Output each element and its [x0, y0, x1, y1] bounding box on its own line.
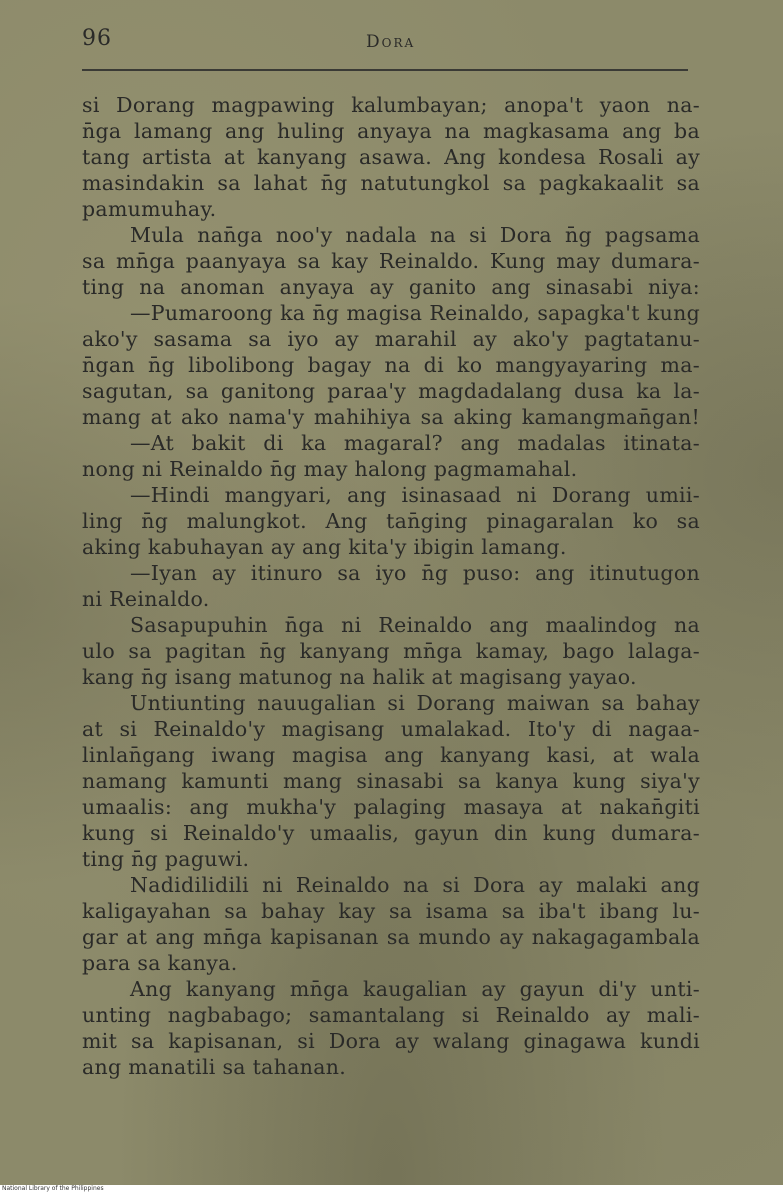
text-line: —At bakit di ka magaral? ang madalas itinata-: [130, 431, 700, 455]
text-line: Ang kanyang mn̄ga kaugalian ay gayun di'y unti-: [130, 977, 700, 1001]
text-line: ako'y sasama sa iyo ay marahil ay ako'y pagtatanu-: [82, 327, 700, 351]
text-line: Untiunting nauugalian si Dorang maiwan sa bahay: [130, 691, 700, 715]
page-header: [82, 26, 688, 68]
text-line: sagutan, sa ganitong paraa'y magdadalang dusa ka la-: [82, 379, 700, 403]
text-line: kaligayahan sa bahay kay sa isama sa iba't ibang lu-: [82, 899, 700, 923]
text-line: n̄ga lamang ang huling anyaya na magkasama ang ba: [82, 119, 700, 143]
text-line: at si Reinaldo'y magisang umalakad. Ito'y di nagaa-: [82, 717, 700, 741]
text-line: Mula nan̄ga noo'y nadala na si Dora n̄g pagsama: [130, 223, 700, 247]
text-line: Sasapupuhin n̄ga ni Reinaldo ang maalindog na: [130, 613, 700, 637]
text-line: umaalis: ang mukha'y palaging masaya at nakan̄giti: [82, 795, 700, 819]
text-line: sa mn̄ga paanyaya sa kay Reinaldo. Kung may dumara-: [82, 249, 700, 273]
text-line: Nadidilidili ni Reinaldo na si Dora ay malaki ang: [130, 873, 700, 897]
text-line: ulo sa pagitan n̄g kanyang mn̄ga kamay, bago lalaga-: [82, 639, 700, 663]
text-line: —Hindi mangyari, ang isinasaad ni Dorang umii-: [130, 483, 700, 507]
body-text: [82, 92, 700, 1080]
text-line: ni Reinaldo.: [82, 587, 210, 611]
text-line: masindakin sa lahat n̄g natutungkol sa pagkakaalit sa: [82, 171, 700, 195]
text-line: linlan̄gang iwang magisa ang kanyang kasi, at wala: [82, 743, 700, 767]
text-line: para sa kanya.: [82, 951, 238, 975]
text-line: ling n̄g malungkot. Ang tan̄ging pinagaralan ko sa: [82, 509, 700, 533]
text-line: n̄gan n̄g libolibong bagay na di ko mangyayaring ma-: [82, 353, 700, 377]
text-line: nong ni Reinaldo n̄g may halong pagmamahal.: [82, 457, 578, 481]
text-line: pamumuhay.: [82, 197, 217, 221]
text-line: gar at ang mn̄ga kapisanan sa mundo ay nakagagambala: [82, 925, 700, 949]
text-line: kang n̄g isang matunog na halik at magisang yayao.: [82, 665, 637, 689]
text-line: tang artista at kanyang asawa. Ang kondesa Rosali ay: [82, 145, 700, 169]
page-number: 96: [82, 26, 112, 51]
text-line: ang manatili sa tahanan.: [82, 1055, 347, 1079]
text-line: aking kabuhayan ay ang kita'y ibigin lamang.: [82, 535, 567, 559]
text-line: kung si Reinaldo'y umaalis, gayun din kung dumara-: [82, 821, 700, 845]
text-line: mang at ako nama'y mahihiya sa aking kamangman̄gan!: [82, 405, 700, 429]
running-head: Dora: [366, 32, 416, 52]
library-credit: National Library of the Philippines: [2, 1185, 104, 1192]
text-line: mit sa kapisanan, si Dora ay walang ginagawa kundi: [82, 1029, 700, 1053]
text-line: —Pumaroong ka n̄g magisa Reinaldo, sapagka't kung: [130, 301, 700, 325]
header-rule: [82, 69, 688, 71]
text-line: namang kamunti mang sinasabi sa kanya kung siya'y: [82, 769, 700, 793]
text-line: ting n̄g paguwi.: [82, 847, 250, 871]
text-line: si Dorang magpawing kalumbayan; anopa't yaon na-: [82, 93, 700, 117]
text-line: ting na anoman anyaya ay ganito ang sinasabi niya:: [82, 275, 700, 299]
text-line: unting nagbabago; samantalang si Reinaldo ay mali-: [82, 1003, 700, 1027]
text-line: —Iyan ay itinuro sa iyo n̄g puso: ang itinutugon: [130, 561, 700, 585]
